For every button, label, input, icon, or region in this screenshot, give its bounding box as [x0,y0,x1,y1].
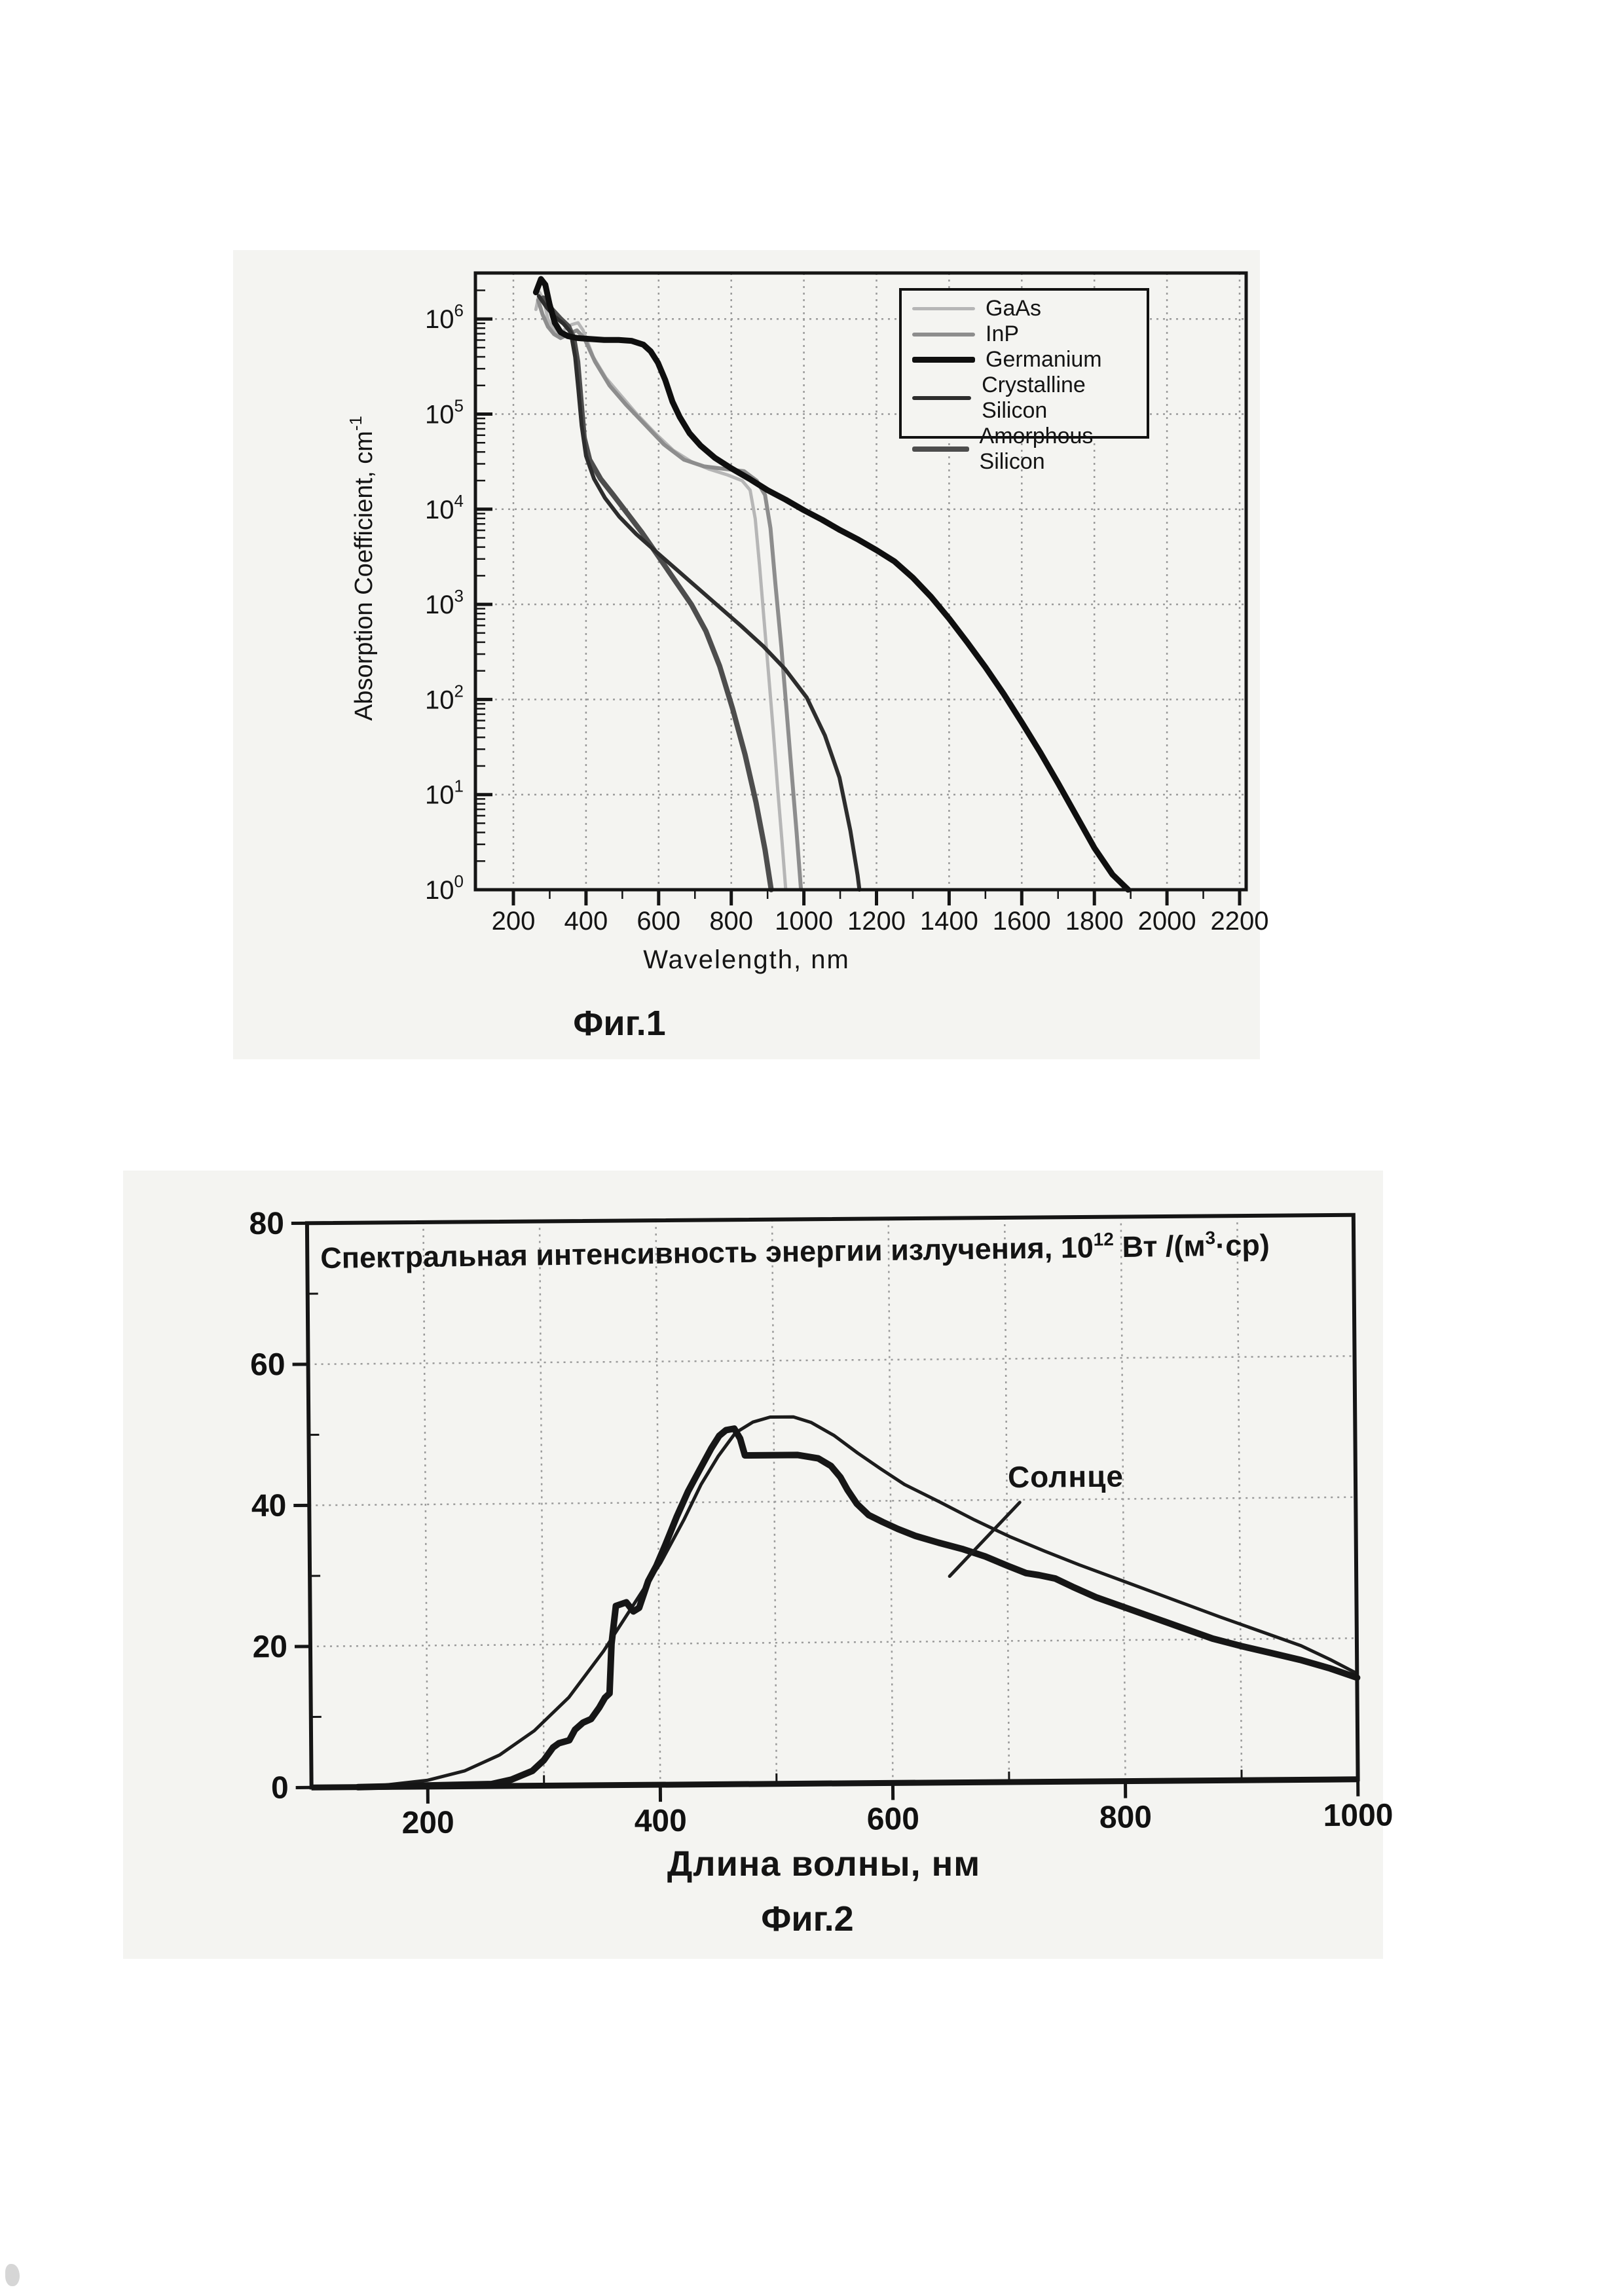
fig2-title-exponent-m3: 3 [1205,1227,1216,1248]
legend-line-sample-icon [912,446,969,452]
legend-line-sample-icon [912,307,975,310]
legend-line-sample-icon [912,357,975,363]
legend-item [912,321,1147,347]
fig2-y-tick-label: 20 [252,1630,288,1665]
fig1-caption: Фиг.1 [573,1004,666,1043]
legend-line-sample-icon [912,333,975,337]
fig1-x-tick-label: 1800 [1065,907,1124,936]
fig1-x-tick-label: 2000 [1137,907,1196,936]
fig1-x-tick-label: 400 [564,907,608,936]
fig2-title-units: Вт /(м [1113,1229,1206,1264]
fig2-caption: Фиг.2 [761,1899,854,1939]
curve-crystalline-silicon [539,296,860,890]
fig2-x-tick-label: 800 [1099,1800,1153,1835]
fig1-x-tick-label: 2200 [1210,907,1269,936]
fig1-y-tick-label: $10^5$ [425,395,464,429]
fig1-y-axis-title: Absorption Coefficient, $cm^{-1}$ [346,416,378,721]
fig2-y-tick-label: 40 [251,1488,287,1524]
fig2-x-tick-label: 400 [634,1803,688,1839]
fig1-y-tick-label: $10^0$ [425,871,464,905]
fig2-title-text: Спектральная интенсивность энергии излучения, 10 [320,1230,1094,1275]
fig1-legend [899,288,1149,474]
legend-label: Germanium [986,347,1102,372]
fig2-x-tick-label: 200 [401,1805,454,1841]
fig2-grid [307,1215,1358,1788]
fig1-x-tick-label: 600 [637,907,681,936]
fig1-x-tick-label: 800 [709,907,754,936]
legend-label: Crystalline Silicon [982,373,1086,423]
fig1-y-tick-label: $10^1$ [425,776,464,810]
legend-item [912,424,1147,475]
legend-item [912,296,1147,321]
figure-2-scan [123,1171,1393,1959]
fig1-x-tick-label: 1600 [992,907,1051,936]
curve-gaas [536,293,786,890]
fig2-tick-labels [249,1197,1393,1842]
fig1-y-tick-label: $10^4$ [425,490,464,524]
legend-label: InP [986,321,1020,346]
fig1-x-tick-label: 1200 [847,907,906,936]
fig1-y-tick-label: $10^2$ [425,681,464,715]
scan-artifact-blob-icon [5,2264,20,2286]
figure-1-scan [233,250,1269,1059]
legend-item [912,373,1147,424]
curve-sun-smooth [341,1412,1358,1787]
fig1-x-tick-label: 1400 [919,907,978,936]
fig1-y-tick-label: $10^6$ [425,301,464,335]
legend-item [912,347,1147,373]
fig1-x-tick-label: 200 [491,907,536,936]
fig2-title-exponent: 12 [1093,1229,1115,1250]
curve-sun-stepped [355,1424,1357,1787]
fig2-sun-annotation: Солнце [1007,1459,1124,1494]
fig1-x-tick-label: 1000 [775,907,834,936]
fig2-y-tick-label: 0 [270,1770,289,1806]
fig2-x-axis-title: Длина волны, нм [667,1844,981,1884]
fig2-ticks [291,1215,1358,1805]
fig1-x-axis-title: Wavelength, nm [643,945,850,974]
fig2-title-units-end: ·ср) [1215,1228,1270,1262]
fig2-plot-border [307,1215,1358,1788]
fig2-x-tick-label: 1000 [1323,1798,1393,1834]
legend-label: GaAs [986,296,1042,321]
fig2-x-axis-line [312,1779,1358,1788]
legend-label: Amorphous Silicon [979,424,1094,474]
fig2-x-tick-label: 600 [866,1802,920,1837]
fig2-y-tick-label: 80 [249,1206,285,1242]
fig2-y-tick-label: 60 [249,1347,286,1383]
fig1-y-tick-label: $10^3$ [425,586,464,620]
fig2-series [341,1412,1358,1787]
legend-line-sample-icon [912,396,971,400]
